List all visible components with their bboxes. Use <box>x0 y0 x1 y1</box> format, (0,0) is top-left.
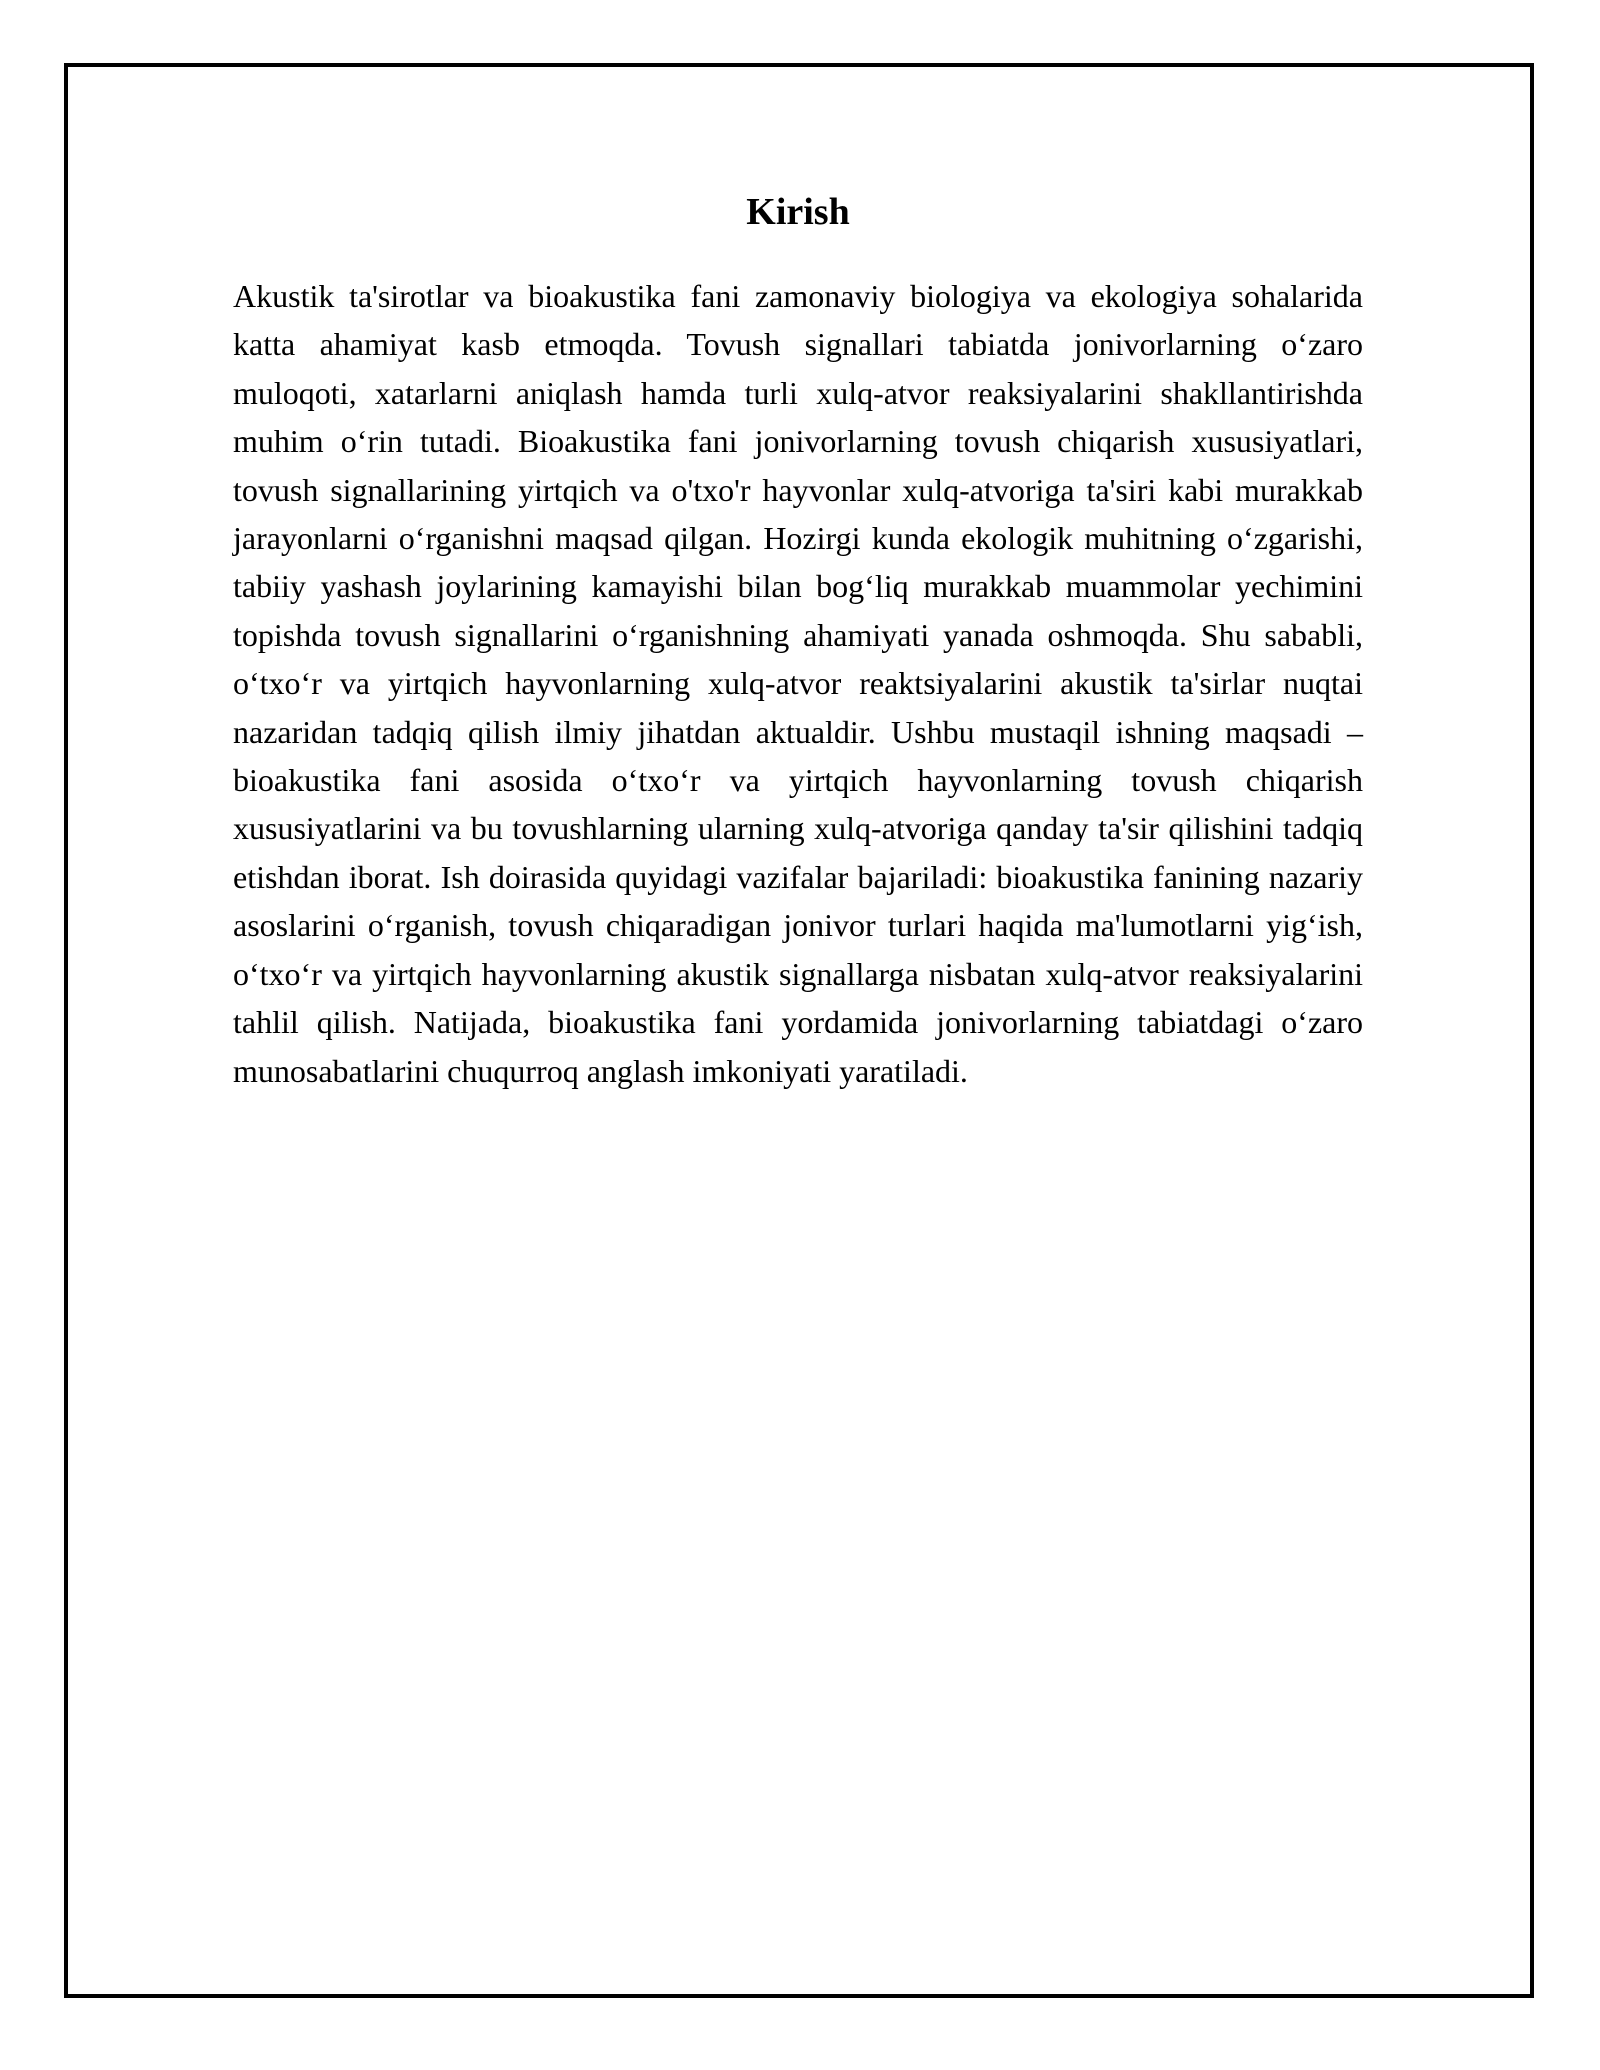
introduction-paragraph: Akustik ta'sirotlar va bioakustika fani zamonaviy biologiya va ekologiya sohalarida katta ahamiyat kasb etmoqda. Tovush signallari tabiatda jonivorlarning o‘zaro muloqoti, xatarlarni aniqlash hamda turli xulq-atvor reaksiyalarini shakllantirishda muhim o‘rin tutadi. Bioakustika fani jonivorlarning tovush chiqarish xususiyatlari, tovush signallarining yirtqich va o'txo'r hayvonlar xulq-atvoriga ta'siri kabi murakkab jarayonlarni o‘rganishni maqsad qilgan. Hozirgi kunda ekologik muhitning o‘zgarishi, tabiiy yashash joylarining kamayishi bilan bog‘liq murakkab muammolar yechimini topishda tovush signallarini o‘rganishning ahamiyati yanada oshmoqda. Shu sababli, o‘txo‘r va yirtqich hayvonlarning xulq-atvor reaktsiyalarini akustik ta'sirlar nuqtai nazaridan tadqiq qilish ilmiy jihatdan aktualdir. Ushbu mustaqil ishning maqsadi – bioakustika fani asosida o‘txo‘r va yirtqich hayvonlarning tovush chiqarish xususiyatlarini va bu tovushlarning ularning xulq-atvoriga qanday ta'sir qilishini tadqiq etishdan iborat. Ish doirasida quyidagi vazifalar bajariladi: bioakustika fanining nazariy asoslarini o‘rganish, tovush chiqaradigan jonivor turlari haqida ma'lumotlarni yig‘ish, o‘txo‘r va yirtqich hayvonlarning akustik signallarga nisbatan xulq-atvor reaksiyalarini tahlil qilish. Natijada, bioakustika fani yordamida jonivorlarning tabiatdagi o‘zaro munosabatlarini chuqurroq anglash imkoniyati yaratiladi. <box>233 278 1363 1089</box>
document-body <box>233 188 1363 1095</box>
page-title: Kirish <box>746 191 850 233</box>
